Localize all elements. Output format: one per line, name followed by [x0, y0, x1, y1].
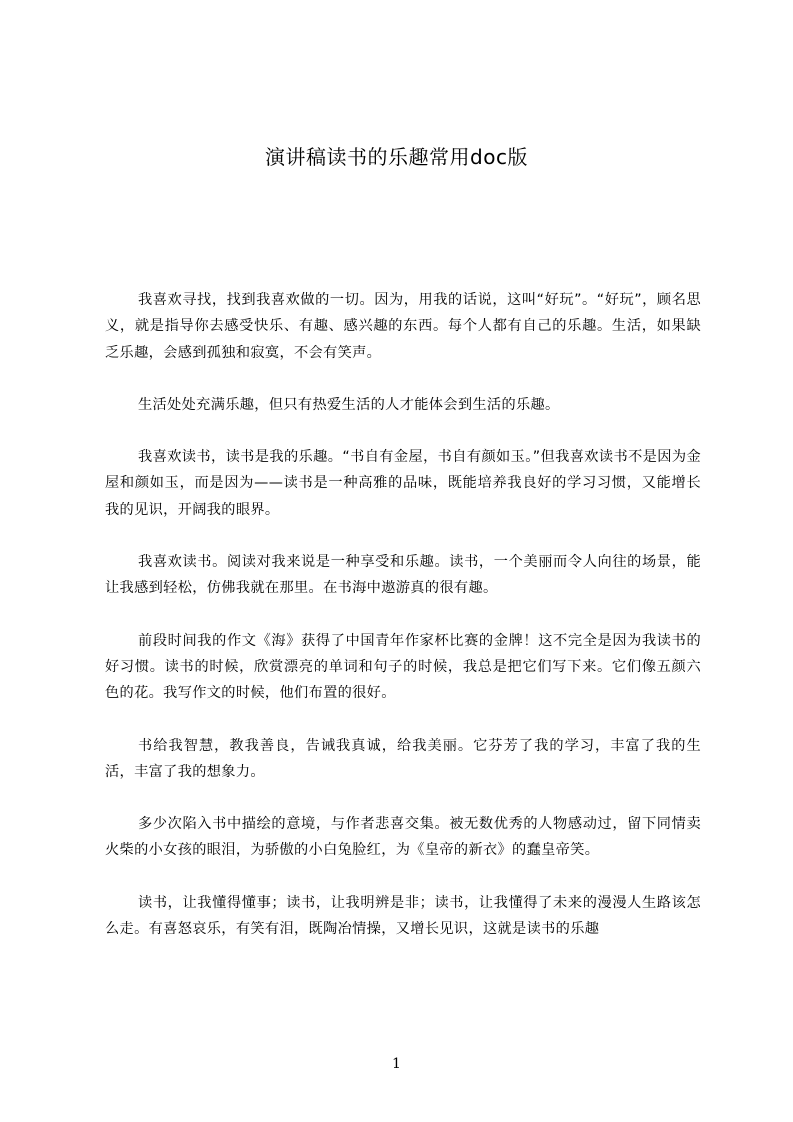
- paragraph-1: 我喜欢寻找，找到我喜欢做的一切。因为，用我的话说，这叫“好玩”。“好玩”，顾名思义，就是指导你去感受快乐、有趣、感兴趣的东西。每个人都有自己的乐趣。生活，如果缺乏乐趣，会感到孤独和寂寞，不会有笑声。: [105, 292, 701, 361]
- document-body: [105, 287, 701, 968]
- paragraph-5: 前段时间我的作文《海》获得了中国青年作家杯比赛的金牌！这不完全是因为我读书的好习惯。读书的时候，欣赏漂亮的单词和句子的时候，我总是把它们写下来。它们像五颜六色的花。我写作文的时候，他们布置的很好。: [105, 632, 701, 702]
- paragraph-2: 生活处处充满乐趣，但只有热爱生活的人才能体会到生活的乐趣。: [138, 396, 560, 413]
- document-title: 演讲稿读书的乐趣常用doc版: [265, 145, 528, 169]
- paragraph-3: 我喜欢读书，读书是我的乐趣。“书自有金屋，书自有颜如玉。”但我喜欢读书不是因为金屋和颜如玉，而是因为——读书是一种高雅的品味，既能培养我良好的学习习惯，又能增长我的见识，开阔我的眼界。: [105, 449, 701, 518]
- paragraph-7: 多少次陷入书中描绘的意境，与作者悲喜交集。被无数优秀的人物感动过，留下同情卖火柴的小女孩的眼泪，为骄傲的小白兔脸红，为《皇帝的新衣》的蠢皇帝笑。: [105, 816, 701, 859]
- page-number: 1: [392, 1056, 401, 1072]
- paragraph-8: 读书，让我懂得懂事；读书，让我明辨是非；读书，让我懂得了未来的漫漫人生路该怎么走。有喜怒哀乐，有笑有泪，既陶冶情操，又增长见识，这就是读书的乐趣: [105, 894, 701, 938]
- paragraph-4: 我喜欢读书。阅读对我来说是一种享受和乐趣。读书，一个美丽而令人向往的场景，能让我感到轻松，仿佛我就在那里。在书海中遨游真的很有趣。: [105, 554, 701, 597]
- paragraph-6: 书给我智慧，教我善良，告诫我真诚，给我美丽。它芬芳了我的学习，丰富了我的生活，丰富了我的想象力。: [105, 737, 701, 780]
